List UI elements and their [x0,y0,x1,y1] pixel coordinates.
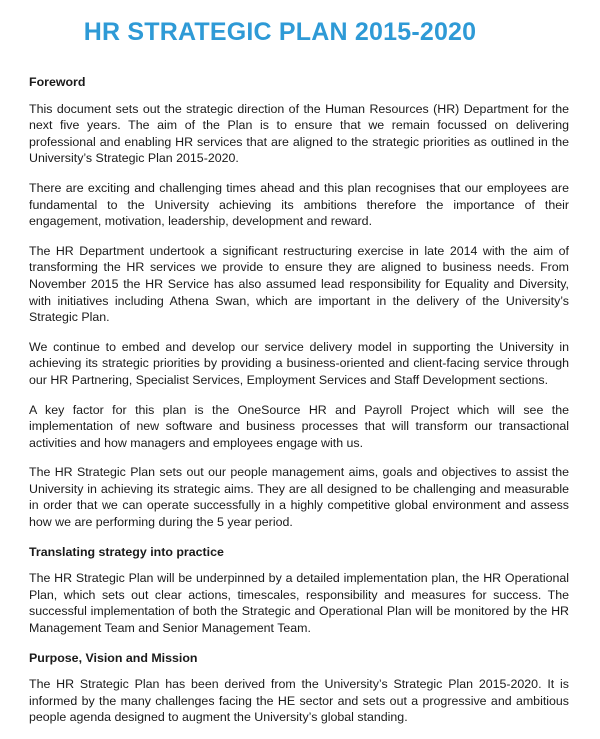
document-body [29,74,569,739]
paragraph: The HR Strategic Plan will be underpinned by a detailed implementation plan, the HR Operational Plan, which sets out clear actions, timescales, responsibility and measures for success. The successful implementation of both the Strategic and Operational Plan will be monitored by the HR Management Team and Senior Management Team. [29,571,569,636]
page-title: HR STRATEGIC PLAN 2015-2020 [83,18,477,46]
section-heading-translating-strategy: Translating strategy into practice [29,544,224,559]
paragraph: The HR Strategic Plan has been derived from the University’s Strategic Plan 2015-2020. It is informed by the many challenges facing the HE sector and sets out a progressive and ambitious people agenda designed to augment the University’s global standing. [29,677,569,725]
section-heading-foreword: Foreword [29,75,86,89]
paragraph: The HR Department undertook a significant restructuring exercise in late 2014 with the aim of transforming the HR services we provide to ensure they are aligned to business needs. From November 2015 the HR Service has also assumed lead responsibility for Equality and Diversity, with initiatives including Athena Swan, which are important in the delivery of the University’s Strategic Plan. [29,243,569,325]
paragraph: We continue to embed and develop our service delivery model in supporting the University in achieving its strategic priorities by providing a business-oriented and client-facing service through our HR Partnering, Specialist Services, Employment Services and Staff Development sections. [29,339,569,387]
paragraph: The HR Strategic Plan sets out our people management aims, goals and objectives to assist the University in achieving its strategic aims. They are all designed to be challenging and measurable in order that we can operate successfully in a highly competitive global environment and assess how we are performing during the 5 year period. [29,465,569,530]
paragraph: This document sets out the strategic direction of the Human Resources (HR) Department for the next five years. The aim of the Plan is to ensure that we remain focussed on delivering professional and enabling HR services that are aligned to the strategic priorities as outlined in the University’s Strategic Plan 2015-2020. [29,101,569,166]
paragraph: There are exciting and challenging times ahead and this plan recognises that our employees are fundamental to the University achieving its ambitions therefore the importance of their engagement, motivation, leadership, development and reward. [29,180,569,229]
section-heading-purpose-vision-mission: Purpose, Vision and Mission [29,650,198,665]
paragraph: A key factor for this plan is the OneSource HR and Payroll Project which will see the implementation of new software and business processes that will transform our transactional activities and how managers and employees engage with us. [29,402,569,450]
